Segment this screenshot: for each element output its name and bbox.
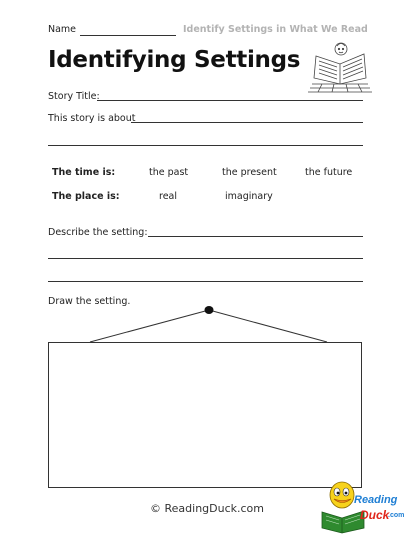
- time-option-past[interactable]: the past: [149, 167, 189, 178]
- worksheet-header-title: Identify Settings in What We Read: [183, 24, 368, 35]
- frame-hanger-string: [80, 300, 340, 346]
- time-option-future[interactable]: the future: [305, 167, 353, 178]
- time-label: The time is:: [52, 167, 116, 178]
- place-option-real[interactable]: real: [159, 191, 178, 202]
- logo-word-duck: Duck: [360, 508, 390, 522]
- logo-suffix: .com: [388, 512, 405, 519]
- place-option-imaginary[interactable]: imaginary: [225, 191, 273, 202]
- time-option-present[interactable]: the present: [222, 167, 277, 178]
- footer-credit: [150, 502, 264, 515]
- duck-mascot-icon: [320, 478, 370, 534]
- story-about-line-2[interactable]: [48, 145, 363, 146]
- copyright-symbol: ©: [150, 502, 161, 515]
- logo-word-reading: Reading: [354, 494, 398, 506]
- drawing-box[interactable]: [48, 342, 362, 488]
- place-label: The place is:: [52, 191, 120, 202]
- child-reading-book-icon: [308, 40, 372, 94]
- story-title-line[interactable]: [97, 100, 363, 101]
- nail-icon: [205, 306, 214, 314]
- story-about-label: This story is about: [48, 113, 136, 124]
- describe-line-3[interactable]: [48, 281, 363, 282]
- story-about-line-1[interactable]: [131, 122, 363, 123]
- name-field-line[interactable]: [80, 35, 176, 36]
- footer-site[interactable]: ReadingDuck.com: [164, 502, 264, 515]
- story-title-label: Story Title:: [48, 91, 100, 102]
- draw-setting-label: Draw the setting.: [48, 296, 131, 307]
- page-title: Identifying Settings: [48, 47, 301, 73]
- describe-line-1[interactable]: [148, 236, 363, 237]
- describe-line-2[interactable]: [48, 258, 363, 259]
- readingduck-logo: [320, 478, 410, 534]
- describe-setting-label: Describe the setting:: [48, 227, 148, 238]
- name-label: Name: [48, 24, 77, 35]
